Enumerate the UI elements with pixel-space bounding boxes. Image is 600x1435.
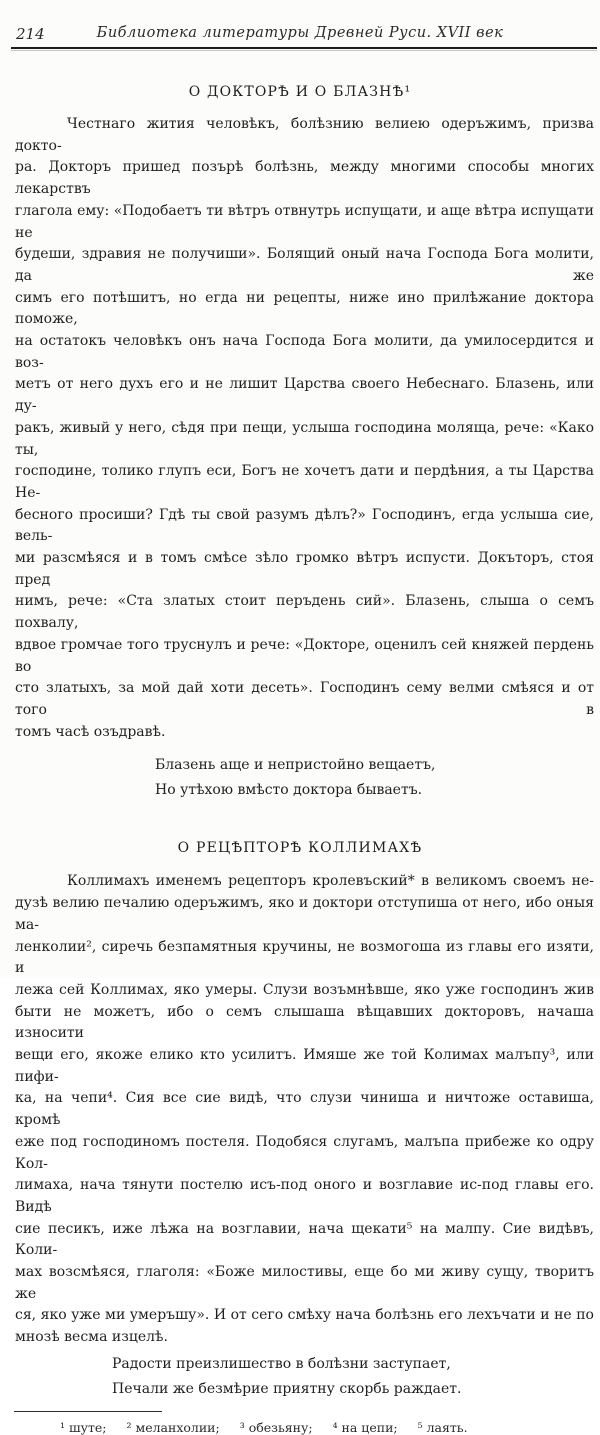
- footnote-rule: [14, 1411, 162, 1412]
- text-line: мах возсмѣяся, глаголя: «Боже милостивы, еще бо ми живу сущу, творитъ же: [15, 1264, 594, 1302]
- text-line: еже под господиномъ постеля. Подобяся слугамъ, малъпа прибеже ко одру Кол-: [15, 1133, 594, 1172]
- text-line: томъ часѣ озъдравѣ.: [15, 723, 166, 740]
- text-line: бесного просиши? Гдѣ ты свой разумъ дѣлъ?» Господинъ, егда услыша сие, вель-: [15, 506, 594, 545]
- footnote-item: ³ обезьяну;: [239, 1419, 313, 1435]
- section2-title: О РЕЦѢПТОРѢ КОЛЛИМАХѢ: [177, 840, 423, 857]
- text-line: Но утѣхою вмѣсто доктора бываетъ.: [155, 782, 423, 799]
- text-line: ракъ, живый у него, сѣдя при пещи, услыша господина моляща, рече: «Како ты,: [15, 419, 594, 458]
- page-number: 214: [16, 25, 45, 43]
- section1-title: О ДОКТОРѢ И О БЛАЗНѢ¹: [188, 84, 412, 100]
- footnote-item: ⁴ на цепи;: [332, 1419, 398, 1435]
- section1-verse: [0, 753, 600, 803]
- text-line: будеши, здравия не получиши». Болящий оный нача Господа Бога молити, да же: [15, 246, 594, 284]
- text-line: сие песикъ, иже лѣжа на возглавии, нача щекати⁵ на малпу. Сие видѣвъ, Коли-: [15, 1220, 594, 1259]
- text-line: Блазень аще и непристойно вещаетъ,: [155, 757, 436, 774]
- section2-verse: [0, 1352, 600, 1402]
- running-head-title: Библиотека литературы Древней Руси. XVII век: [96, 25, 504, 41]
- text-line: вдвое громчае того труснулъ и рече: «Докторе, оценилъ сей княжей пердень во: [15, 636, 594, 675]
- footnote-item: ² меланхолии;: [126, 1419, 220, 1435]
- text-line: метъ от него духъ его и не лишит Царства своего Небеснаго. Блазень, или ду-: [15, 376, 594, 415]
- text-line: вещи его, якоже елико кто усилитъ. Имяше же той Колимах малъпу³, или пифи-: [15, 1047, 594, 1085]
- footnotes: [0, 1420, 600, 1435]
- text-line: мнозѣ весма изцелѣ.: [15, 1329, 168, 1346]
- text-line: быти не можетъ, ибо о семъ слышаша вѣщавших докторовъ, начаша износити: [15, 1003, 594, 1042]
- text-line: господине, толико глупъ еси, Богъ не хочетъ дати и пердѣния, а ты Царства Не-: [15, 463, 594, 501]
- running-header: [0, 0, 600, 48]
- header-rule: [11, 47, 597, 51]
- text-line: Радости преизлишество в болѣзни заступает,: [112, 1355, 451, 1372]
- text-line: ра. Докторъ пришед позърѣ болѣзнь, между многими способы многих лекарствъ: [15, 159, 594, 198]
- text-line: ся, яко уже ми умеръшу». И от сего смѣху нача болѣзнь его лехъчати и не по: [15, 1307, 594, 1324]
- text-line: сто златыхъ, за мой дай хоти десеть». Господинъ сему велми смѣяся и от того в: [15, 680, 594, 718]
- text-line: ка, на чепи⁴. Сия все сие видѣ, что слузи чиниша и ничтоже оставиша, кромѣ: [15, 1090, 594, 1129]
- footnote-item: ⁵ лаять.: [417, 1419, 468, 1435]
- text-line: Печали же безмѣрие приятну скорбь раждает.: [112, 1380, 462, 1397]
- text-line: глагола ему: «Подобаетъ ти вѣтръ отвнутрь испущати, и аще вѣтра испущати не: [15, 202, 594, 241]
- section2-paragraph: [0, 871, 600, 1348]
- text-line: лимаха, нача тянути постелю исъ-под оного и возглавие ис-под главы его. Видѣ: [15, 1177, 594, 1215]
- text-line: Коллимахъ именемъ рецепторъ кролевъский* в великомъ своемъ не-: [67, 873, 594, 890]
- text-line: ми разсмѣяся и в томъ смѣсе зѣло громко вѣтръ испусти. Докъторъ, стоя пред: [15, 550, 594, 588]
- text-line: лежа сей Коллимах, яко умеры. Слузи возъмнѣвше, яко уже господинъ жив: [15, 981, 594, 998]
- text-line: Честнаго жития человѣкъ, болѣзнию велиею одеръжимъ, призва докто-: [15, 116, 594, 154]
- footnote-item: ¹ шуте;: [60, 1419, 107, 1435]
- section1-paragraph: [0, 114, 600, 743]
- text-line: на остатокъ человѣкъ онъ нача Господа Бога молити, да умилосердится и воз-: [15, 333, 594, 371]
- text-line: симъ его потѣшитъ, но егда ни рецепты, ниже ино прилѣжание доктора поможе,: [15, 289, 594, 328]
- text-line: ленколии², сиречь безпамятныя кручины, не возмогоша из главы его изяти, и: [15, 938, 594, 977]
- text-line: нимъ, рече: «Ста златых стоит перъдень сий». Блазень, слыша о семъ похвалу,: [15, 593, 594, 632]
- text-line: дузѣ велию печалию одеръжимъ, яко и доктори отступиша от него, ибо оныя ма-: [15, 895, 594, 933]
